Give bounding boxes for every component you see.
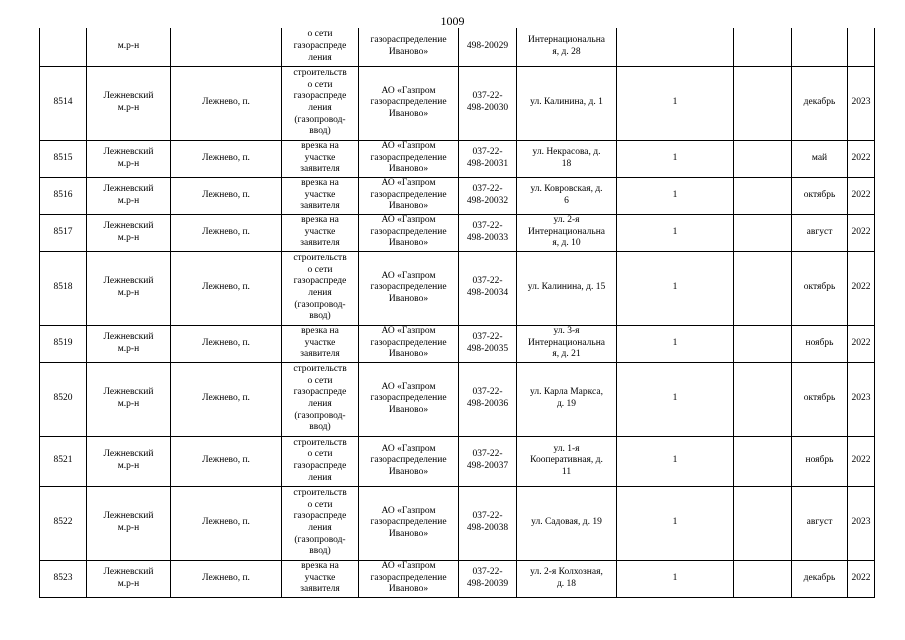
count-cell: 1 (617, 214, 734, 251)
year-cell (848, 28, 875, 66)
district-cell: Лежневский м.р-н (87, 436, 171, 486)
count-cell: 1 (617, 486, 734, 560)
empty-cell (734, 362, 792, 436)
work-type-cell: врезка на участке заявителя (282, 140, 359, 177)
month-cell: октябрь (792, 362, 848, 436)
registration-number-cell: 037-22- 498-20034 (459, 251, 517, 325)
row-number-cell: 8520 (40, 362, 87, 436)
count-cell: 1 (617, 140, 734, 177)
count-cell: 1 (617, 177, 734, 214)
organization-cell: АО «Газпром газораспределение Иваново» (359, 486, 459, 560)
registration-number-cell: 037-22- 498-20033 (459, 214, 517, 251)
row-number-cell: 8515 (40, 140, 87, 177)
locality-cell: Лежнево, п. (171, 560, 282, 597)
row-number-cell: 8519 (40, 325, 87, 362)
year-cell: 2022 (848, 251, 875, 325)
district-cell: Лежневский м.р-н (87, 486, 171, 560)
page-number: 1009 (440, 14, 465, 28)
district-cell: Лежневский м.р-н (87, 66, 171, 140)
table-row (40, 486, 875, 560)
month-cell: август (792, 214, 848, 251)
address-cell: ул. Некрасова, д. 18 (517, 140, 617, 177)
empty-cell (734, 140, 792, 177)
locality-cell: Лежнево, п. (171, 140, 282, 177)
district-cell: Лежневский м.р-н (87, 140, 171, 177)
locality-cell: Лежнево, п. (171, 66, 282, 140)
work-type-cell: врезка на участке заявителя (282, 214, 359, 251)
count-cell: 1 (617, 325, 734, 362)
year-cell: 2022 (848, 140, 875, 177)
organization-cell: АО «Газпром газораспределение Иваново» (359, 362, 459, 436)
empty-cell (734, 436, 792, 486)
address-cell: Интернациональна я, д. 28 (517, 28, 617, 66)
row-number-cell: 8522 (40, 486, 87, 560)
month-cell: май (792, 140, 848, 177)
table-row (40, 325, 875, 362)
table-row (40, 28, 875, 66)
row-number-cell: 8517 (40, 214, 87, 251)
row-number-cell: 8523 (40, 560, 87, 597)
month-cell: октябрь (792, 177, 848, 214)
empty-cell (734, 28, 792, 66)
month-cell (792, 28, 848, 66)
organization-cell: АО «Газпром газораспределение Иваново» (359, 251, 459, 325)
registration-number-cell: 037-22- 498-20037 (459, 436, 517, 486)
locality-cell: Лежнево, п. (171, 325, 282, 362)
table-row (40, 66, 875, 140)
organization-cell: АО «Газпром газораспределение Иваново» (359, 325, 459, 362)
month-cell: ноябрь (792, 436, 848, 486)
month-cell: октябрь (792, 251, 848, 325)
locality-cell: Лежнево, п. (171, 436, 282, 486)
row-number-cell: 8516 (40, 177, 87, 214)
month-cell: декабрь (792, 560, 848, 597)
organization-cell: АО «Газпром газораспределение Иваново» (359, 140, 459, 177)
district-cell: Лежневский м.р-н (87, 362, 171, 436)
table-row (40, 177, 875, 214)
address-cell: ул. 1-я Кооперативная, д. 11 (517, 436, 617, 486)
registration-number-cell: 037-22- 498-20035 (459, 325, 517, 362)
work-type-cell: о сети газораспреде ления (282, 28, 359, 66)
locality-cell: Лежнево, п. (171, 177, 282, 214)
locality-cell: Лежнево, п. (171, 362, 282, 436)
locality-cell: Лежнево, п. (171, 486, 282, 560)
table-row (40, 214, 875, 251)
row-number-cell: 8518 (40, 251, 87, 325)
empty-cell (734, 486, 792, 560)
registration-number-cell: 037-22- 498-20031 (459, 140, 517, 177)
address-cell: ул. Ковровская, д. 6 (517, 177, 617, 214)
empty-cell (734, 251, 792, 325)
locality-cell (171, 28, 282, 66)
year-cell: 2023 (848, 486, 875, 560)
year-cell: 2022 (848, 177, 875, 214)
empty-cell (734, 66, 792, 140)
row-number-cell: 8514 (40, 66, 87, 140)
address-cell: ул. Садовая, д. 19 (517, 486, 617, 560)
registration-number-cell: 037-22- 498-20032 (459, 177, 517, 214)
empty-cell (734, 560, 792, 597)
month-cell: август (792, 486, 848, 560)
registration-number-cell: 037-22- 498-20038 (459, 486, 517, 560)
address-cell: ул. 3-я Интернациональна я, д. 21 (517, 325, 617, 362)
empty-cell (734, 325, 792, 362)
row-number-cell: 8521 (40, 436, 87, 486)
organization-cell: АО «Газпром газораспределение Иваново» (359, 214, 459, 251)
district-cell: Лежневский м.р-н (87, 251, 171, 325)
count-cell: 1 (617, 436, 734, 486)
address-cell: ул. Калинина, д. 1 (517, 66, 617, 140)
count-cell: 1 (617, 66, 734, 140)
table-row (40, 140, 875, 177)
table-body (40, 28, 875, 597)
district-cell: Лежневский м.р-н (87, 560, 171, 597)
registration-number-cell: 037-22- 498-20036 (459, 362, 517, 436)
year-cell: 2022 (848, 214, 875, 251)
year-cell: 2022 (848, 560, 875, 597)
count-cell: 1 (617, 560, 734, 597)
address-cell: ул. Карла Маркса, д. 19 (517, 362, 617, 436)
district-cell: Лежневский м.р-н (87, 177, 171, 214)
year-cell: 2023 (848, 362, 875, 436)
district-cell: Лежневский м.р-н (87, 325, 171, 362)
locality-cell: Лежнево, п. (171, 214, 282, 251)
district-cell: Лежневский м.р-н (87, 214, 171, 251)
month-cell: декабрь (792, 66, 848, 140)
table-row (40, 251, 875, 325)
work-type-cell: строительств о сети газораспреде ления (газопровод- ввод) (282, 251, 359, 325)
empty-cell (734, 214, 792, 251)
organization-cell: АО «Газпром газораспределение Иваново» (359, 436, 459, 486)
work-type-cell: врезка на участке заявителя (282, 177, 359, 214)
locality-cell: Лежнево, п. (171, 251, 282, 325)
work-type-cell: строительств о сети газораспреде ления (газопровод- ввод) (282, 486, 359, 560)
registration-number-cell: 037-22- 498-20030 (459, 66, 517, 140)
address-cell: ул. 2-я Колхозная, д. 18 (517, 560, 617, 597)
year-cell: 2022 (848, 436, 875, 486)
organization-cell: АО «Газпром газораспределение Иваново» (359, 177, 459, 214)
organization-cell: АО «Газпром газораспределение Иваново» (359, 66, 459, 140)
gasification-table (39, 28, 875, 598)
address-cell: ул. 2-я Интернациональна я, д. 10 (517, 214, 617, 251)
organization-cell: АО «Газпром газораспределение Иваново» (359, 560, 459, 597)
organization-cell: газораспределение Иваново» (359, 28, 459, 66)
address-cell: ул. Калинина, д. 15 (517, 251, 617, 325)
work-type-cell: врезка на участке заявителя (282, 325, 359, 362)
empty-cell (734, 177, 792, 214)
month-cell: ноябрь (792, 325, 848, 362)
row-number-cell (40, 28, 87, 66)
table-row (40, 560, 875, 597)
district-cell: м.р-н (87, 28, 171, 66)
work-type-cell: строительств о сети газораспреде ления (282, 436, 359, 486)
work-type-cell: врезка на участке заявителя (282, 560, 359, 597)
year-cell: 2022 (848, 325, 875, 362)
year-cell: 2023 (848, 66, 875, 140)
work-type-cell: строительств о сети газораспреде ления (газопровод- ввод) (282, 66, 359, 140)
registration-number-cell: 498-20029 (459, 28, 517, 66)
count-cell (617, 28, 734, 66)
table-row (40, 436, 875, 486)
work-type-cell: строительств о сети газораспреде ления (газопровод- ввод) (282, 362, 359, 436)
count-cell: 1 (617, 251, 734, 325)
count-cell: 1 (617, 362, 734, 436)
registration-number-cell: 037-22- 498-20039 (459, 560, 517, 597)
table-row (40, 362, 875, 436)
